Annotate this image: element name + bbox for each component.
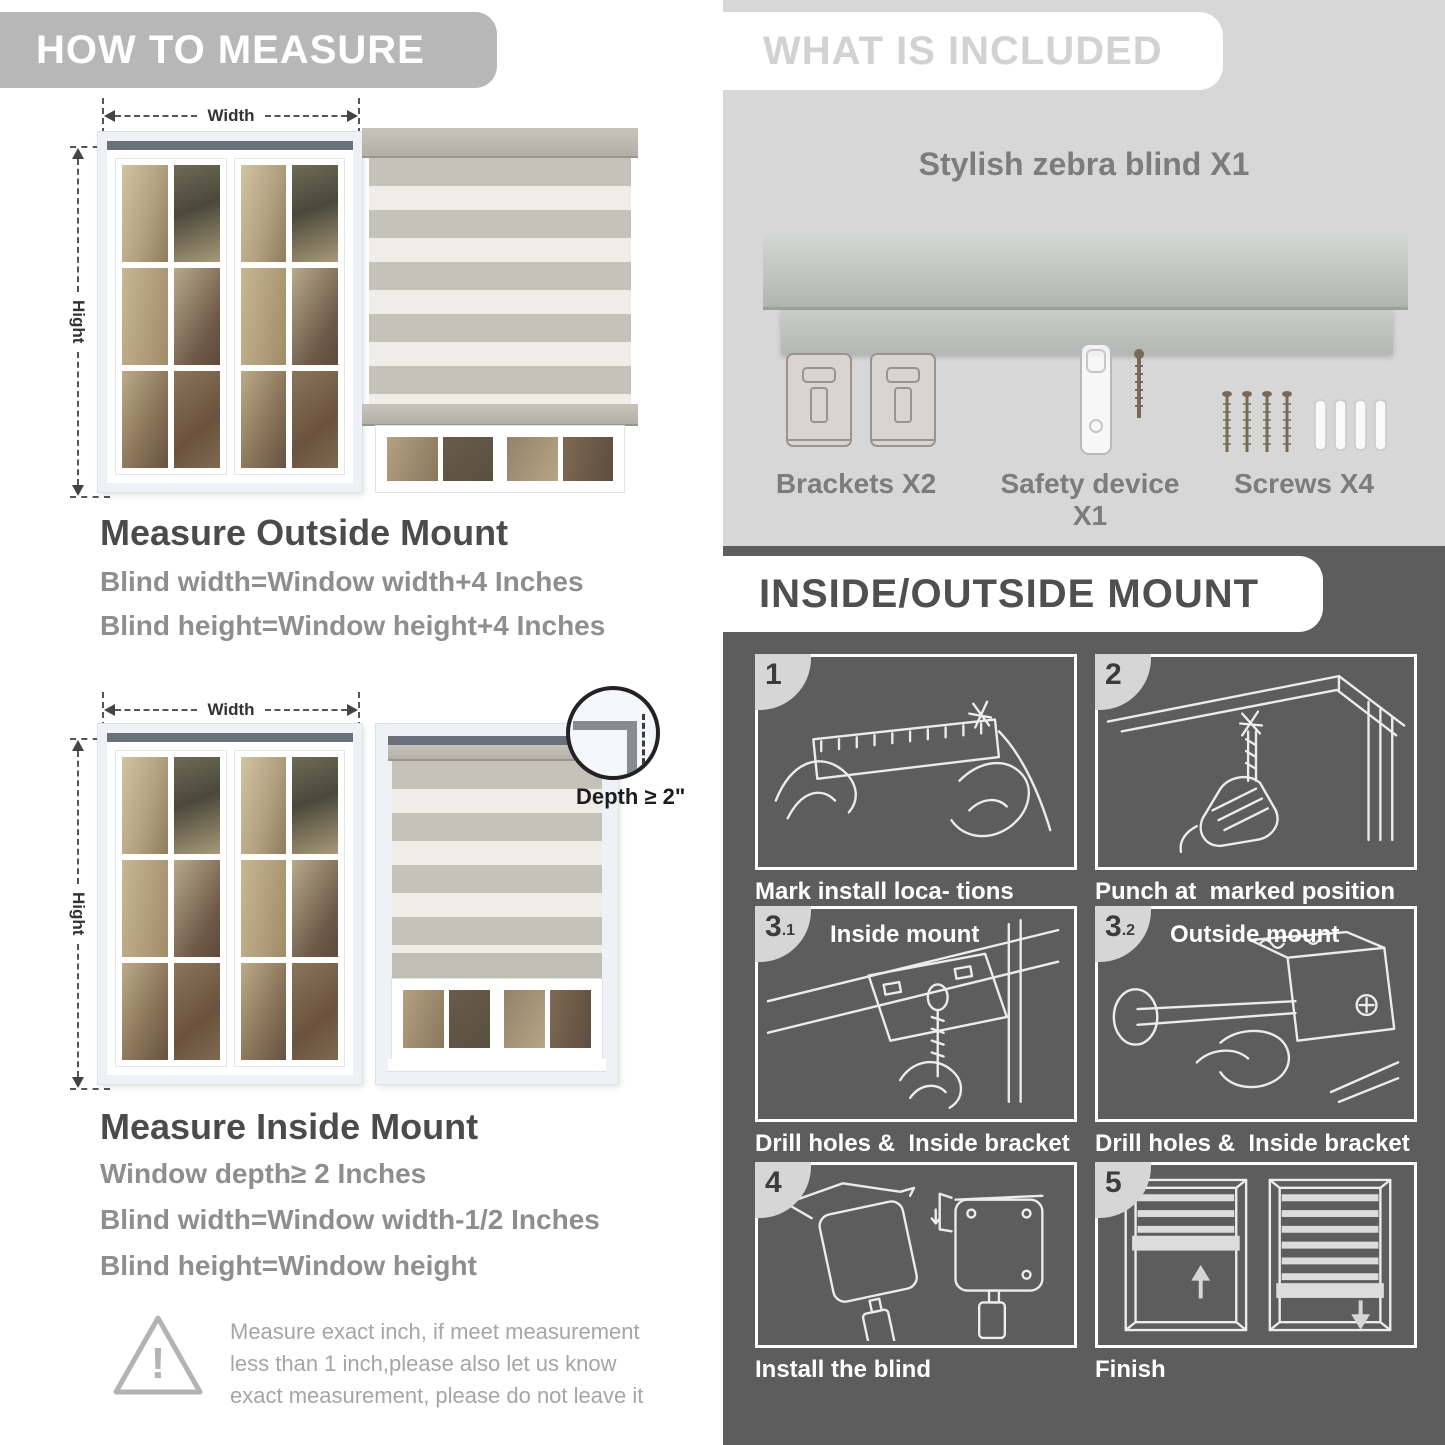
step-caption-3-2: Drill holes & Inside bracket [1095,1130,1410,1157]
inside-mount-label: Inside mount [830,921,980,948]
inside-outside-mount-header [723,556,1323,632]
product-title: Stylish zebra blind X1 [918,146,1250,182]
window-sash-left [115,158,227,475]
brackets-label: Brackets X2 [775,468,937,499]
how-to-measure-title: HOW TO MEASURE [36,27,425,72]
arrowhead-right-icon [347,110,358,122]
safety-device-label: Safety device X1 [1000,468,1180,531]
width-arrow-inside [104,700,358,720]
window-recess [107,141,353,150]
bracket-icon [781,348,941,456]
window-sash-right [234,158,346,475]
arrowhead-up-icon [72,740,84,751]
outside-height-formula: Blind height=Window height+4 Inches [100,610,606,641]
dim-tick [102,692,104,728]
blind-fabric [369,158,631,404]
step-number-badge: 4 [755,1162,811,1218]
step-panel-2 [1095,654,1417,870]
arrowhead-left-icon [104,704,115,716]
step-caption-3-1: Drill holes & Inside bracket [755,1130,1070,1157]
step-number-badge: 3 .1 [755,906,811,962]
window-sash-left [115,750,227,1067]
measure-warning-text: Measure exact inch, if meet measurement less than 1 inch,please also let us know exact measurement, please do not leave it [230,1319,644,1408]
what-is-included-title: WHAT IS INCLUDED [763,28,1163,73]
arrowhead-down-icon [72,1077,84,1088]
screw-icon [1215,386,1395,458]
step-number-badge: 2 [1095,654,1151,710]
svg-text:!: ! [150,1339,166,1388]
outside-width-formula: Blind width=Window width+4 Inches [100,566,584,597]
dim-tick [70,1088,110,1090]
outside-mount-label: Outside mount [1170,921,1340,948]
inside-depth-formula: Window depth≥ 2 Inches [100,1158,427,1189]
how-to-measure-header [0,12,497,88]
height-label: Hight [69,892,88,936]
depth-magnifier [566,686,660,780]
outside-mount-title: Measure Outside Mount [100,512,509,553]
arrowhead-down-icon [72,485,84,496]
step-panel-1 [755,654,1077,870]
arrowhead-up-icon [72,148,84,159]
window-photo-inside [98,724,362,1084]
dim-tick [358,692,360,728]
zebra-blind-outside-figure [362,126,638,494]
included-section [723,0,1445,546]
dim-tick [358,98,360,134]
step-caption-5: Finish [1095,1356,1166,1383]
arrowhead-left-icon [104,110,115,122]
height-arrow-inside [64,740,92,1088]
window-below-blind [376,426,624,492]
screws-label: Screws X4 [1233,468,1375,499]
height-arrow-outside [64,148,92,496]
dim-tick [102,98,104,134]
install-blind-illustration [762,1169,1070,1341]
arrowhead-right-icon [347,704,358,716]
mark-location-illustration [762,661,1070,863]
width-label: Width [207,106,255,125]
exclamation-triangle-icon [112,1312,204,1398]
drill-illustration [1102,661,1410,863]
step-number-badge: 1 [755,654,811,710]
step-panel-3-1 [755,906,1077,1122]
step-number-badge: 3 .2 [1095,906,1151,962]
window-sash-right [234,750,346,1067]
window-sill [388,1059,606,1071]
height-label: Hight [69,300,88,344]
inside-mount-title: Measure Inside Mount [100,1106,479,1147]
inside-height-formula: Blind height=Window height [100,1250,477,1281]
step-caption-4: Install the blind [755,1356,932,1383]
blind-bottomrail [362,404,638,426]
width-arrow-outside [104,106,358,126]
safety-device-icon [1053,340,1173,458]
step-number-badge: 5 [1095,1162,1151,1218]
window-below-blind [392,979,602,1059]
step-panel-5 [1095,1162,1417,1348]
step-caption-1: Mark install loca- tions [755,878,1014,905]
step-caption-2: Punch at marked position [1095,878,1396,905]
step-panel-4 [755,1162,1077,1348]
window-photo-outside [98,132,362,492]
window-recess [107,733,353,742]
depth-label: Depth ≥ 2" [576,784,686,809]
mount-section [723,546,1445,1445]
inside-width-formula: Blind width=Window width-1/2 Inches [100,1204,600,1235]
what-is-included-header [723,12,1223,90]
blind-bottom-band [392,953,602,979]
finish-illustration [1102,1169,1410,1341]
blind-cassette-bar [763,235,1408,310]
zebra-blind-inside-figure [376,724,618,1084]
step-panel-3-2 [1095,906,1417,1122]
blind-headrail [362,128,638,158]
inside-outside-mount-title: INSIDE/OUTSIDE MOUNT [759,571,1260,616]
blind-fabric [392,761,602,953]
width-label: Width [207,700,255,719]
dim-tick [70,496,110,498]
